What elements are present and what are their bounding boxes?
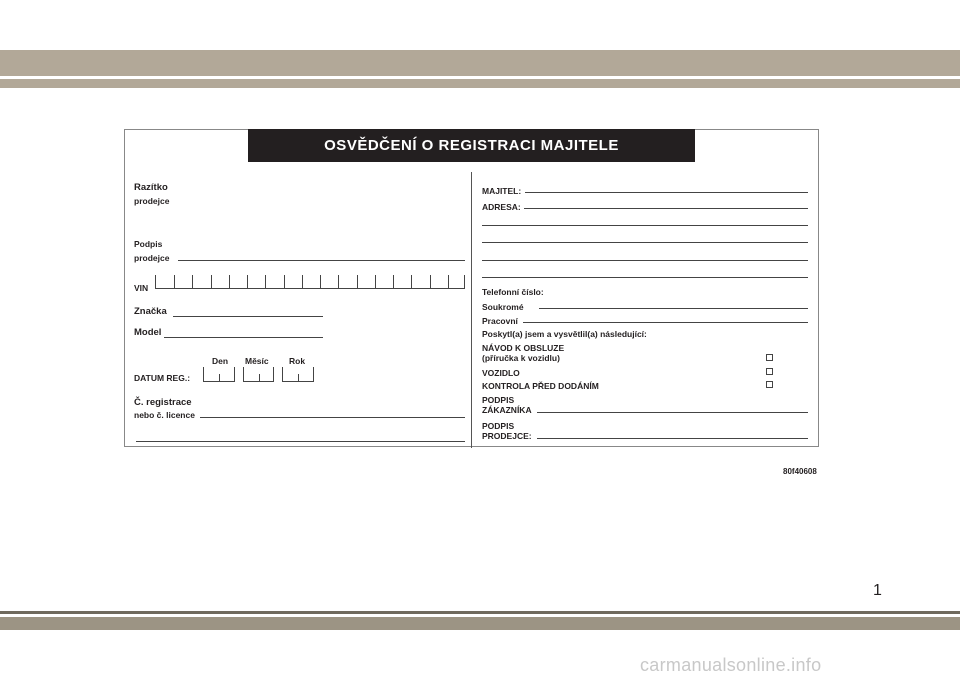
phone-private-field[interactable] xyxy=(539,308,808,309)
vin-cell-divider xyxy=(448,275,449,288)
inspection-label: KONTROLA PŘED DODÁNÍM xyxy=(482,381,599,391)
address-label: ADRESA: xyxy=(482,202,521,212)
date-day-field[interactable] xyxy=(203,367,235,382)
address-field-line2[interactable] xyxy=(482,225,808,226)
vin-cell-divider xyxy=(357,275,358,288)
vin-cell-divider xyxy=(211,275,212,288)
manual-label: NÁVOD K OBSLUZE xyxy=(482,343,565,353)
model-label: Model xyxy=(134,327,162,338)
address-field-line5[interactable] xyxy=(482,277,808,278)
date-month-field[interactable] xyxy=(243,367,274,382)
date-month-label: Měsíc xyxy=(245,356,269,366)
brand-label: Značka xyxy=(134,306,167,317)
vin-cell-divider xyxy=(338,275,339,288)
reg-number-field[interactable] xyxy=(200,417,465,418)
reg-number-label: Č. registrace xyxy=(134,397,192,408)
model-field[interactable] xyxy=(164,337,323,338)
date-year-label: Rok xyxy=(289,356,306,366)
customer-signature-label-sub: ZÁKAZNÍKA xyxy=(482,405,532,415)
phone-private-label: Soukromé xyxy=(482,302,524,312)
phone-work-field[interactable] xyxy=(523,322,808,323)
figure-code: 80f40608 xyxy=(783,467,817,476)
owner-field[interactable] xyxy=(525,192,808,193)
vin-label: VIN xyxy=(134,283,149,293)
owner-label: MAJITEL: xyxy=(482,186,522,196)
address-field-line3[interactable] xyxy=(482,242,808,243)
dealer-signature2-field[interactable] xyxy=(537,438,808,439)
form-title: OSVĚDČENÍ O REGISTRACI MAJITELE xyxy=(248,129,695,162)
vin-cell-divider xyxy=(247,275,248,288)
watermark: carmanualsonline.info xyxy=(640,655,822,675)
stamp-label: Razítko xyxy=(134,182,168,193)
address-field-line4[interactable] xyxy=(482,260,808,261)
phone-label: Telefonní číslo: xyxy=(482,287,544,297)
vin-cell-divider xyxy=(411,275,412,288)
vin-cell-divider xyxy=(265,275,266,288)
address-field[interactable] xyxy=(524,208,808,209)
provided-label: Poskytl(a) jsem a vysvětlil(a) následující: xyxy=(482,329,647,339)
date-reg-label: DATUM REG.: xyxy=(134,373,191,383)
stamp-label-sub: prodejce xyxy=(134,196,170,206)
vin-cell-divider xyxy=(284,275,285,288)
vin-cell-divider xyxy=(430,275,431,288)
brand-field[interactable] xyxy=(173,316,323,317)
vin-cell-divider xyxy=(229,275,230,288)
vin-field[interactable] xyxy=(155,275,465,289)
manual-checkbox[interactable] xyxy=(766,354,773,361)
dealer-signature-field[interactable] xyxy=(178,260,465,261)
vehicle-checkbox[interactable] xyxy=(766,368,773,375)
vin-cell-divider xyxy=(174,275,175,288)
dealer-signature2-label-sub: PRODEJCE: xyxy=(482,431,532,441)
reg-number-label-sub: nebo č. licence xyxy=(134,410,195,420)
vin-cell-divider xyxy=(302,275,303,288)
dealer-signature2-label: PODPIS xyxy=(482,421,515,431)
customer-signature-field[interactable] xyxy=(537,412,808,413)
vehicle-label: VOZIDLO xyxy=(482,368,520,378)
dealer-signature-label: Podpis xyxy=(134,239,163,249)
dealer-signature-label-sub: prodejce xyxy=(134,253,170,263)
vin-cell-divider xyxy=(393,275,394,288)
form-divider xyxy=(471,172,472,448)
page-number: 1 xyxy=(873,582,882,599)
date-day-label: Den xyxy=(212,356,229,366)
bottom-decor-band xyxy=(0,617,960,630)
vin-cell-divider xyxy=(375,275,376,288)
vin-cell-divider xyxy=(320,275,321,288)
reg-number-field-extra[interactable] xyxy=(136,441,465,442)
bottom-decor-line xyxy=(0,611,960,614)
customer-signature-label: PODPIS xyxy=(482,395,515,405)
vin-cell-divider xyxy=(192,275,193,288)
date-year-field[interactable] xyxy=(282,367,314,382)
manual-label-sub: (příručka k vozidlu) xyxy=(482,353,560,363)
phone-work-label: Pracovní xyxy=(482,316,518,326)
top-decor-band-lower xyxy=(0,79,960,88)
top-decor-band xyxy=(0,50,960,76)
inspection-checkbox[interactable] xyxy=(766,381,773,388)
